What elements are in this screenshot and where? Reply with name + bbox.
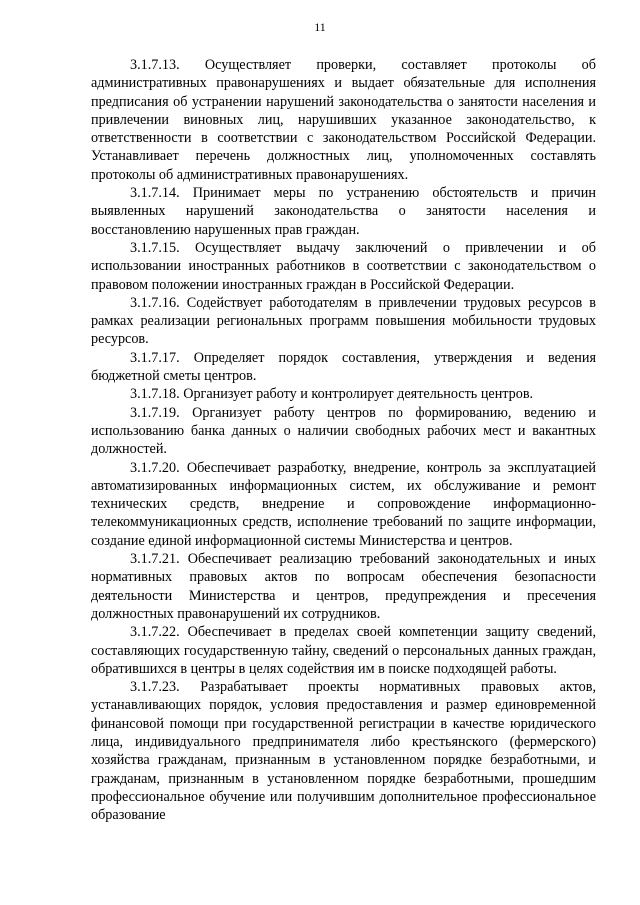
paragraph-3-1-7-18: 3.1.7.18. Организует работу и контролирует деятельность центров.: [130, 386, 534, 403]
paragraph-3-1-7-15: 3.1.7.15. Осуществляет выдачу заключений о привлечении и об использовании иностранных работников в соответствии с законодательством о правовом положении иностранных граждан в Российской Федерации.: [91, 239, 596, 293]
paragraph-3-1-7-16: 3.1.7.16. Содействует работодателям в привлечении трудовых ресурсов в рамках реализации региональных программ повышения мобильности трудовых ресурсов.: [91, 294, 596, 348]
paragraph-3-1-7-22: 3.1.7.22. Обеспечивает в пределах своей компетенции защиту сведений, составляющих государственную тайну, сведений о персональных данных граждан, обратившихся в центры в целях содействия им в поиске подходящей работы.: [91, 624, 596, 677]
page-number: 11: [314, 20, 326, 34]
paragraph-3-1-7-14: 3.1.7.14. Принимает меры по устранению обстоятельств и причин выявленных нарушений законодательства о занятости населения и восстановлению нарушенных прав граждан.: [91, 185, 596, 238]
paragraph-3-1-7-13: 3.1.7.13. Осуществляет проверки, составляет протоколы об административных правонарушениях и выдает обязательные для исполнения предписания об устранении нарушений законодательства о занятости населения и привлечении виновных лиц, нарушивших указанное законодательство, к ответственности в соответствии с законодательством Российской Федерации. Устанавливает перечень должностных лиц, уполномоченных составлять протоколы об административных правонарушениях.: [91, 57, 596, 183]
document-body: [91, 56, 596, 824]
paragraph-3-1-7-23: 3.1.7.23. Разрабатывает проекты нормативных правовых актов, устанавливающих порядок, условия предоставления и размер единовременной финансовой помощи при государственной регистрации в качестве юридического лица, индивидуального предпринимателя либо крестьянского (фермерского) хозяйства гражданам, признанным в установленном порядке безработными, и гражданам, признанным в установленном порядке безработными, прошедшим профессиональное обучение или получившим дополнительное профессиональное образование: [91, 679, 596, 824]
paragraph-3-1-7-20: 3.1.7.20. Обеспечивает разработку, внедрение, контроль за эксплуатацией автоматизированных информационных систем, их обслуживание и ремонт технических средств, внедрение и сопровождение информационно-телекоммуникационных средств, исполнение требований по защите информации, создание единой информационной системы Министерства и центров.: [91, 459, 596, 549]
paragraph-3-1-7-17: 3.1.7.17. Определяет порядок составления, утверждения и ведения бюджетной сметы центров.: [91, 349, 596, 385]
paragraph-3-1-7-21: 3.1.7.21. Обеспечивает реализацию требований законодательных и иных нормативных правовых актов по вопросам обеспечения безопасности деятельности Министерства и центров, предупреждения и пресечения должностных правонарушений их сотрудников.: [91, 551, 596, 622]
paragraph-3-1-7-19: 3.1.7.19. Организует работу центров по формированию, ведению и использованию банка данных о наличии свободных рабочих мест и вакантных должностей.: [91, 404, 596, 458]
